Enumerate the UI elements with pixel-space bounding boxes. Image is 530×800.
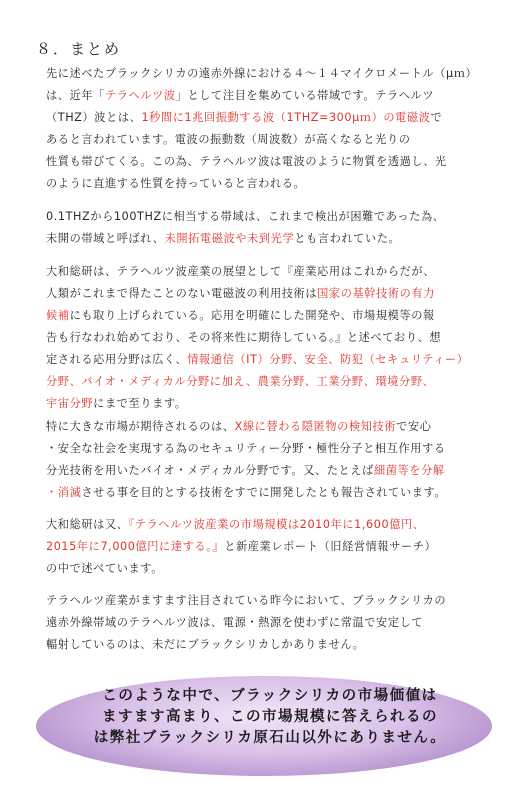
text-line	[46, 173, 496, 195]
highlighted-text: 情報通信（IT）分野、安全、防犯（セキュリティー）	[187, 353, 469, 366]
body-text: で	[430, 111, 443, 124]
body-text: 性質も帯びてくる。この為、テラヘルツ波は電波のように物質を透過し、光	[46, 155, 447, 168]
text-line	[46, 151, 496, 173]
body-text: （THZ）波とは、	[46, 111, 142, 124]
highlighted-text: テラヘルツ波	[104, 89, 176, 102]
body-text: 先に述べたブラックシリカの遠赤外線における４～１４マイクロメートル（μｍ）	[46, 67, 478, 80]
highlighted-text: 2015年に7,000億円に達する。』	[46, 540, 225, 553]
paragraph-frequency-band	[46, 206, 496, 250]
text-line	[46, 129, 496, 151]
paragraph-terahertz-intro	[46, 63, 496, 195]
body-text: あると言われています。電波の振動数（周波数）が高くなると光りの	[46, 133, 411, 146]
text-line	[46, 612, 496, 634]
body-text: 輻射しているのは、未だにブラックシリカしかありません。	[46, 638, 365, 651]
highlighted-text: 1秒間に1兆回振動する波（1THZ=300μｍ）の電磁波	[141, 111, 431, 124]
body-text: 大和総研は、テラヘルツ波産業の展望として『産業応用はこれからだが、	[46, 265, 435, 278]
highlighted-text: 候補	[46, 309, 70, 322]
body-text: 定される応用分野は広く、	[46, 353, 188, 366]
body-text: と新産業レポート（旧経営情報サーチ）	[224, 540, 437, 553]
body-text: ・安全な社会を実現する為のセキュリティー分野・極性分子と相互作用する	[46, 442, 446, 455]
body-text: とも言われていた。	[294, 232, 401, 245]
text-line	[46, 416, 496, 438]
text-line	[46, 393, 496, 415]
body-text: 大和総研は又、	[46, 518, 129, 531]
text-line	[46, 327, 496, 349]
paragraph-market-size	[46, 514, 496, 580]
callout-line: は弊社ブラックシリカ原石山以外にありません。	[93, 730, 447, 746]
text-line	[46, 228, 496, 250]
body-text: させる事を目的とする技術をすでに開発したとも報告されています。	[81, 486, 447, 499]
text-line	[46, 305, 496, 327]
text-line	[46, 514, 496, 536]
body-text: 分光技術を用いたバイオ・メディカル分野です。又、たとえば	[46, 464, 374, 477]
highlighted-text: 細菌等を分解	[373, 464, 445, 477]
callout-line: このような中で、ブラックシリカの市場価値は	[102, 688, 438, 704]
text-line	[46, 107, 496, 129]
text-line	[46, 261, 496, 283]
highlighted-text: 宇宙分野	[46, 397, 94, 410]
body-text: で安心	[396, 420, 432, 433]
text-line	[46, 558, 496, 580]
text-line	[46, 349, 496, 371]
body-text: 」として注目を集めている帯域です。テラヘルツ	[175, 89, 435, 102]
body-text: 遠赤外線帯域のテラヘルツ波は、電源・熱源を使わずに常温で安定して	[46, 616, 424, 629]
highlighted-text: 国家の基幹技術の有力	[317, 287, 436, 300]
highlighted-text: 未開拓電磁波や未到光学	[164, 232, 295, 245]
body-text: 人類がこれまで得たことのない電磁波の利用技術は	[46, 287, 318, 300]
paragraph-daiwa-outlook	[46, 261, 496, 415]
body-text: の中で述べています。	[46, 562, 163, 575]
callout-text	[60, 686, 480, 749]
paragraph-market-expectation	[46, 416, 496, 504]
body-text: 告も行なわれ始めており、その将来性に期待している。』と述べており、想	[46, 331, 442, 344]
text-line	[46, 283, 496, 305]
highlighted-text: 分野、バイオ・メディカル分野に加え、農業分野、工業分野、環境分野、	[46, 375, 435, 388]
body-text: にも取り上げられている。応用を明確にした開発や、市場規模等の報	[69, 309, 435, 322]
text-line	[46, 634, 496, 656]
body-text: 0.1THZから100THZに相当する帯域は、これまで検出が困難であった為、	[46, 210, 445, 223]
callout-line: ますます高まり、この市場規模に答えられるの	[102, 709, 438, 725]
body-text: テラヘルツ産業がますます注目されている昨今において、ブラックシリカの	[46, 594, 447, 607]
text-line	[46, 85, 496, 107]
body-text: のように直進する性質を持っていると言われる。	[46, 177, 306, 190]
text-line	[46, 438, 496, 460]
paragraph-black-silica	[46, 590, 496, 656]
text-line	[46, 63, 496, 85]
section-heading: ８．まとめ	[36, 40, 122, 58]
text-line	[46, 590, 496, 612]
highlighted-text: 『テラヘルツ波産業の市場規模は2010年に1,600億円、	[128, 518, 425, 531]
text-line	[46, 460, 496, 482]
text-line	[46, 482, 496, 504]
text-line	[46, 536, 496, 558]
text-line	[46, 371, 496, 393]
text-line	[46, 206, 496, 228]
body-text: は、近年「	[46, 89, 105, 102]
highlighted-text: ・消滅	[46, 486, 82, 499]
body-text: 特に大きな市場が期待されるのは、	[46, 420, 235, 433]
body-text: 未開の帯域と呼ばれ、	[46, 232, 165, 245]
highlighted-text: X線に替わる隠匿物の検知技術	[234, 420, 397, 433]
body-text: にまで至ります。	[93, 397, 187, 410]
